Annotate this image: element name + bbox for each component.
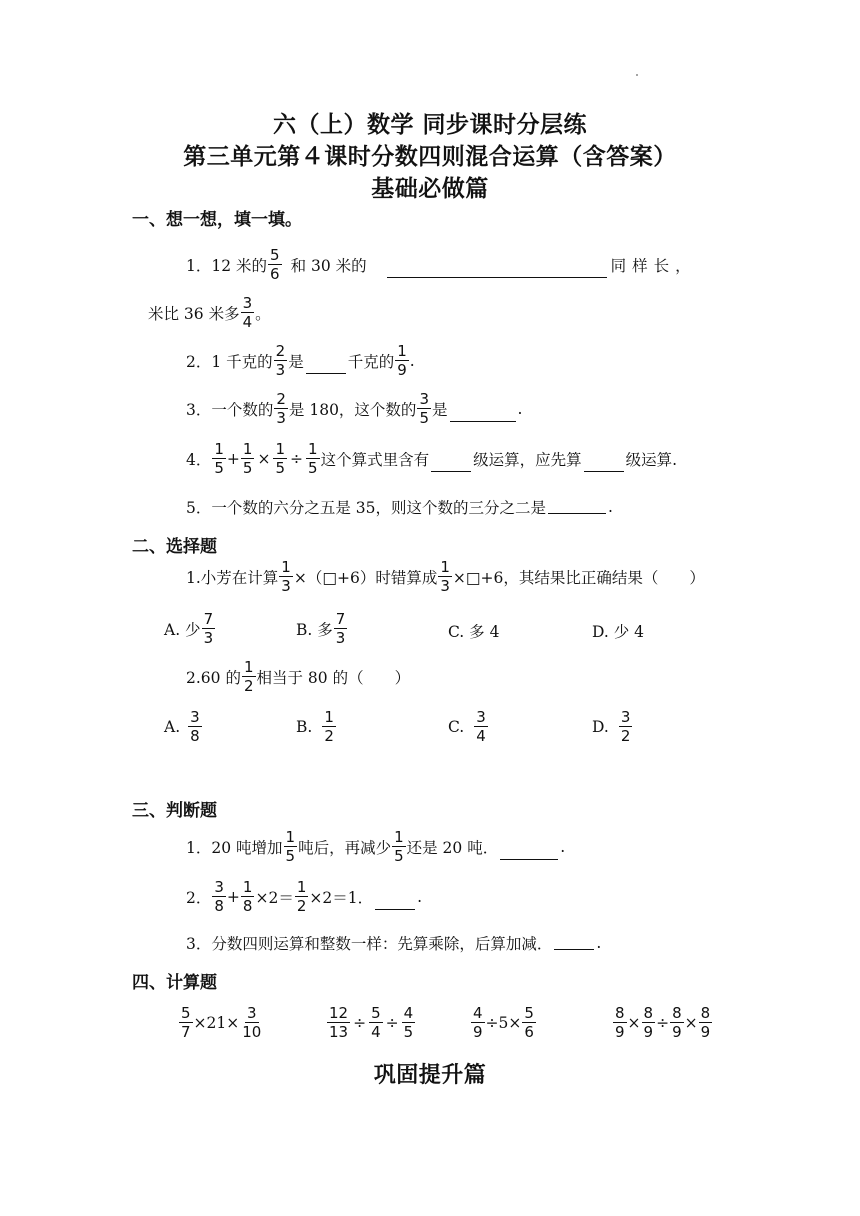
text: 2.60 的 (186, 669, 241, 687)
s3-question-2 (186, 880, 422, 914)
times-sign: × (627, 1014, 641, 1032)
text: 4． (186, 451, 212, 469)
answer-blank[interactable] (450, 420, 516, 422)
divide-sign: ÷ (353, 1014, 367, 1032)
fraction: $\frac{1}{5}$ (394, 828, 404, 865)
section-4-title: 四、计算题 (132, 973, 217, 993)
s1-question-3 (186, 392, 522, 426)
answer-blank[interactable] (387, 276, 607, 278)
text: 级运算. (625, 451, 678, 469)
s3-question-3 (186, 932, 601, 954)
answer-blank[interactable] (548, 512, 606, 514)
fraction: $\frac{7}{3}$ (203, 610, 214, 647)
s1-question-1-cont (148, 296, 271, 330)
answer-blank[interactable] (431, 470, 471, 472)
fraction: $\frac{1}{2}$ (243, 658, 254, 695)
fraction: $\frac{1}{5}$ (285, 828, 296, 865)
text: . (409, 352, 415, 370)
calc-expression-4 (612, 1006, 713, 1040)
divide-sign: ÷ (290, 450, 304, 468)
s1-question-1 (186, 248, 726, 282)
text: . (608, 498, 613, 516)
option-label: B. (296, 718, 313, 736)
calc-expression-3 (470, 1006, 537, 1040)
answer-blank[interactable] (375, 908, 415, 910)
fraction: $\frac{1}{5}$ (308, 440, 318, 477)
fraction: $\frac{3}{4}$ (476, 708, 486, 745)
text: 2． (186, 889, 212, 907)
fraction: $\frac{8}{9}$ (643, 1004, 654, 1041)
fraction: $\frac{3}{8}$ (190, 708, 200, 745)
text: . (560, 838, 566, 856)
fraction: $\frac{1}{3}$ (440, 558, 450, 595)
text: 。 (255, 305, 271, 323)
fraction: $\frac{8}{9}$ (615, 1004, 625, 1041)
s2-q1-option-d[interactable] (592, 620, 644, 642)
text: 这个算式里含有 (320, 451, 430, 469)
fraction: $\frac{8}{9}$ (700, 1004, 711, 1041)
text: . (596, 934, 602, 952)
text: 同样长， (610, 257, 697, 275)
fraction: $\frac{1}{2}$ (296, 878, 307, 915)
text: 相当于 80 的（ ） (256, 669, 411, 687)
s2-q2-option-d[interactable] (592, 710, 633, 744)
fraction: $\frac{1}{3}$ (281, 558, 291, 595)
section-1-title: 一、想一想，填一填。 (132, 210, 302, 230)
footer-section-title: 巩固提升篇 (373, 1063, 487, 1088)
option-label: A. (164, 718, 181, 736)
divide-sign: ÷ (385, 1014, 399, 1032)
answer-blank[interactable] (554, 948, 594, 950)
text: 3．一个数的 (186, 401, 274, 419)
s2-question-2 (186, 660, 410, 694)
fraction: $\frac{4}{9}$ (473, 1004, 483, 1041)
answer-blank[interactable] (584, 470, 624, 472)
text: 和 30 米的 (290, 257, 367, 275)
fraction: $\frac{5}{7}$ (181, 1004, 191, 1041)
s3-question-1 (186, 830, 565, 864)
text: . (417, 888, 423, 906)
text: ×2＝1． (309, 889, 374, 907)
divide-sign: ÷ (656, 1014, 670, 1032)
s2-q1-option-c[interactable] (448, 620, 499, 642)
plus-sign: + (226, 450, 240, 468)
text: 还是 20 吨． (406, 839, 499, 857)
times-sign: × (257, 450, 271, 468)
fraction: $\frac{3}{2}$ (620, 708, 631, 745)
fraction: $\frac{12}{13}$ (329, 1004, 349, 1041)
fraction: $\frac{1}{5}$ (242, 440, 253, 477)
s1-question-4 (186, 442, 677, 476)
option-label: C. (448, 718, 465, 736)
s2-q1-option-a[interactable] (164, 612, 216, 646)
fraction: $\frac{7}{3}$ (335, 610, 346, 647)
text: 2．1 千克的 (186, 353, 273, 371)
s2-q2-option-c[interactable] (448, 710, 489, 744)
fraction: $\frac{1}{5}$ (214, 440, 224, 477)
fraction: $\frac{3}{8}$ (214, 878, 224, 915)
title-line-3: 基础必做篇 (371, 176, 489, 202)
text: 是 180，这个数的 (288, 401, 417, 419)
text: ×2＝ (255, 889, 294, 907)
text: 1.小芳在计算 (186, 569, 279, 587)
calc-expression-2 (326, 1006, 416, 1040)
operator-text: ÷5× (485, 1014, 522, 1032)
s1-question-5 (186, 496, 613, 518)
fraction: $\frac{4}{5}$ (403, 1004, 414, 1041)
fraction: $\frac{1}{2}$ (324, 708, 334, 745)
option-label: B. 多 (296, 621, 333, 639)
option-label: D. (592, 718, 609, 736)
option-label: D. 少 4 (592, 623, 645, 641)
section-3-title: 三、判断题 (132, 801, 217, 821)
fraction: $\frac{3}{10}$ (242, 1004, 262, 1041)
text: 3．分数四则运算和整数一样：先算乘除，后算加减． (186, 935, 553, 953)
text: 是 (431, 401, 448, 419)
text: 米比 36 米多 (148, 305, 240, 323)
text: 千克的 (347, 353, 395, 371)
s2-question-1 (186, 560, 705, 594)
stray-dot (636, 74, 638, 76)
s2-q2-option-a[interactable] (164, 710, 203, 744)
s1-question-2 (186, 344, 415, 378)
fraction: $\frac{3}{5}$ (419, 390, 429, 427)
calc-expression-1 (178, 1006, 264, 1040)
fraction: $\frac{5}{4}$ (371, 1004, 381, 1041)
text: 级运算，应先算 (473, 451, 582, 469)
fraction: $\frac{3}{4}$ (242, 294, 253, 331)
fraction: $\frac{8}{9}$ (672, 1004, 682, 1041)
option-label: A. 少 (164, 621, 201, 639)
fraction: $\frac{2}{3}$ (275, 342, 286, 379)
fraction: $\frac{5}{6}$ (270, 246, 280, 283)
s2-q1-option-b[interactable] (296, 612, 348, 646)
text: 1．20 吨增加 (186, 839, 283, 857)
answer-blank[interactable] (500, 858, 558, 860)
text: ×（□+6）时错算成 (293, 569, 438, 587)
operator-text: ×21× (193, 1014, 240, 1032)
text: 1．12 米的 (186, 257, 268, 275)
text: 吨后，再减少 (298, 839, 392, 857)
s2-q2-option-b[interactable] (296, 710, 337, 744)
fraction: $\frac{5}{6}$ (524, 1004, 534, 1041)
section-2-title: 二、选择题 (132, 537, 217, 557)
fraction: $\frac{1}{8}$ (242, 878, 253, 915)
text: 5．一个数的六分之五是 35，则这个数的三分之二是 (186, 499, 547, 517)
text: ×□+6，其结果比正确结果（ ） (452, 569, 705, 587)
fraction: $\frac{1}{9}$ (397, 342, 407, 379)
text: 是 (288, 353, 304, 371)
title-line-1: 六（上）数学 同步课时分层练 (272, 112, 587, 138)
text: . (517, 400, 523, 418)
fraction: $\frac{2}{3}$ (276, 390, 286, 427)
fraction: $\frac{1}{5}$ (275, 440, 286, 477)
plus-sign: + (226, 888, 240, 906)
title-line-2: 第三单元第４课时分数四则混合运算（含答案） (183, 144, 677, 170)
answer-blank[interactable] (306, 372, 346, 374)
times-sign: × (684, 1014, 698, 1032)
option-label: C. 多 4 (448, 623, 500, 641)
